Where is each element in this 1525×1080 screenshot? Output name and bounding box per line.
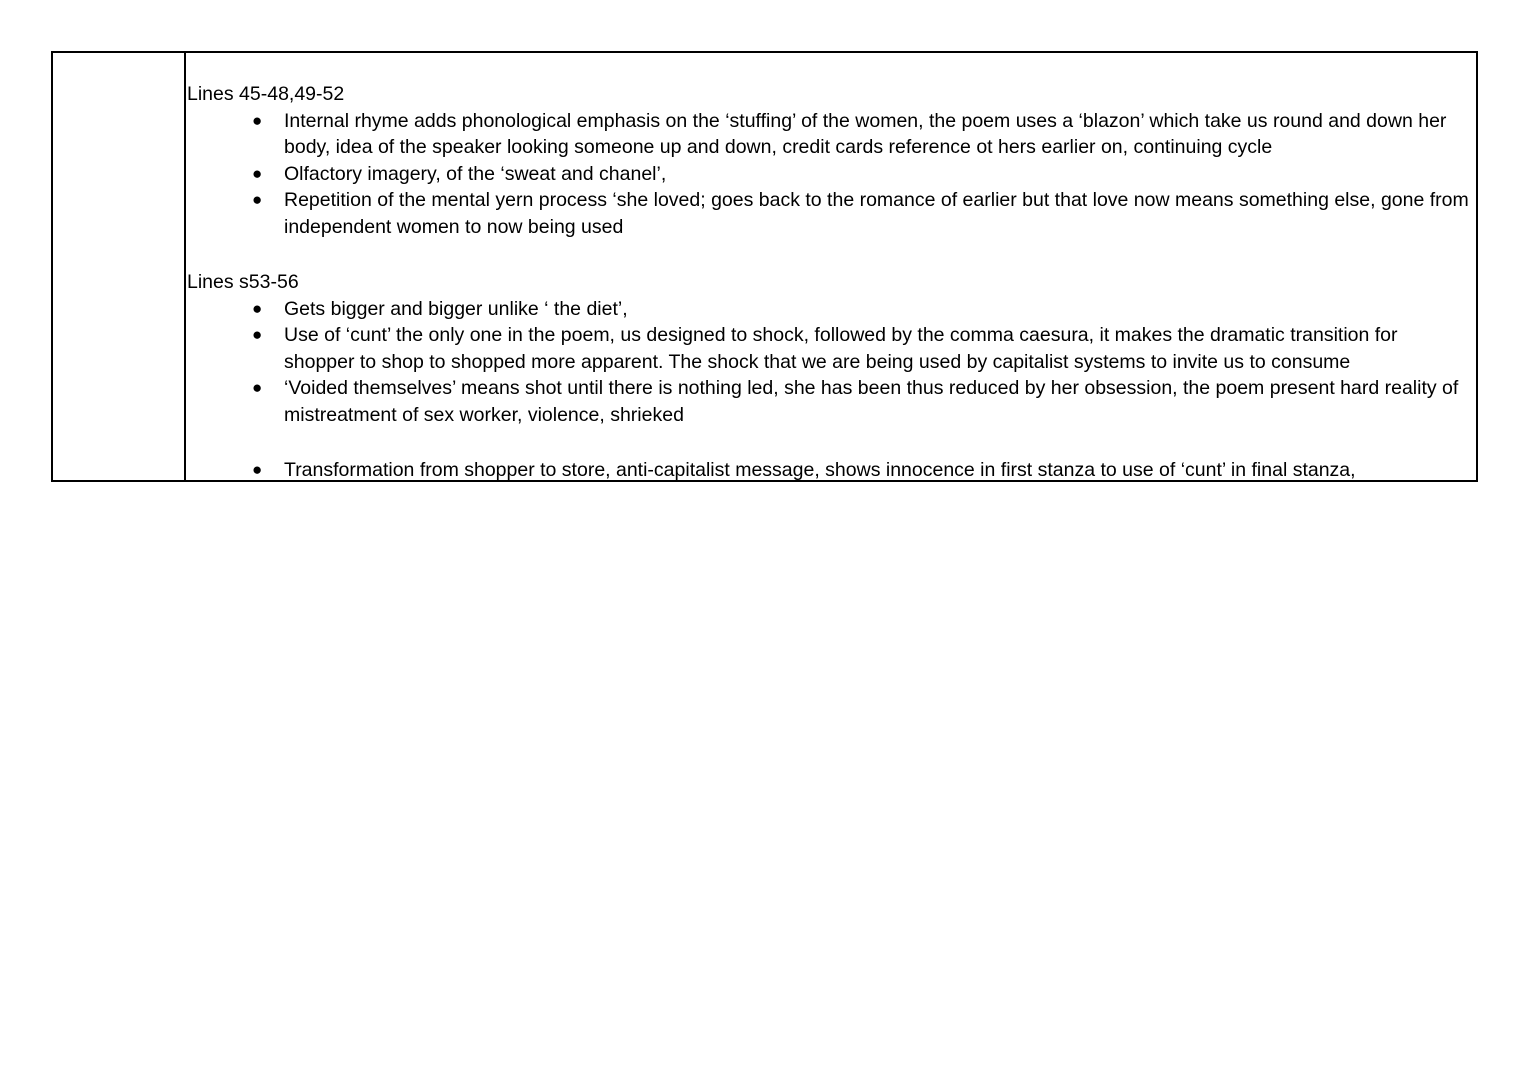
bullet-icon: ● [252, 163, 263, 183]
list-item [186, 457, 1476, 484]
notes-table [51, 51, 1478, 482]
bullet-list-lines-53-56 [186, 296, 1476, 429]
section-heading-lines-45-52: Lines 45-48,49-52 [187, 83, 345, 105]
list-item [186, 161, 1476, 188]
section-spacer [186, 240, 1476, 269]
list-item-text: Internal rhyme adds phonological emphasis on the ‘stuffing’ of the women, the poem uses a ‘blazon’ which take us round and down her body, idea of the speaker looking someone up and down, credit cards reference ot hers earlier on, continuing cycle [284, 109, 1447, 158]
bullet-icon: ● [252, 325, 263, 344]
bullet-list-trailing [186, 457, 1476, 484]
list-item-text: Use of ‘cunt’ the only one in the poem, us designed to shock, followed by the comma caesura, it makes the dramatic transition for shopper to shop to shopped more apparent. The shock that we are being used by capitalist systems to invite us to consume [284, 324, 1398, 373]
list-item-text: Repetition of the mental yern process ‘she loved; goes back to the romance of earlier but that love now means something else, gone from independent women to now being used [284, 189, 1469, 238]
bullet-icon: ● [252, 110, 263, 130]
table-left-cell [53, 53, 186, 480]
list-item [186, 296, 1476, 323]
bullet-icon: ● [252, 460, 263, 479]
list-item [186, 322, 1476, 375]
bullet-icon: ● [252, 190, 263, 209]
list-item-text: Olfactory imagery, of the ‘sweat and chanel’, [284, 162, 667, 185]
list-item [186, 375, 1476, 428]
list-item-text: ‘Voided themselves’ means shot until there is nothing led, she has been thus reduced by her obsession, the poem present hard reality of mistreatment of sex worker, violence, shrieked [284, 377, 1459, 426]
bullet-icon: ● [252, 378, 263, 397]
bullet-icon: ● [252, 298, 263, 318]
list-spacer [186, 428, 1476, 457]
table-right-cell [186, 53, 1476, 480]
list-item-text: Transformation from shopper to store, anti-capitalist message, shows innocence in first stanza to use of ‘cunt’ in final stanza, [284, 459, 1356, 481]
list-item [186, 187, 1476, 240]
list-item-text: Gets bigger and bigger unlike ‘ the diet’, [284, 297, 628, 320]
list-item [186, 108, 1476, 161]
bullet-list-lines-45-52 [186, 108, 1476, 241]
section-heading-lines-53-56: Lines s53-56 [187, 271, 299, 293]
